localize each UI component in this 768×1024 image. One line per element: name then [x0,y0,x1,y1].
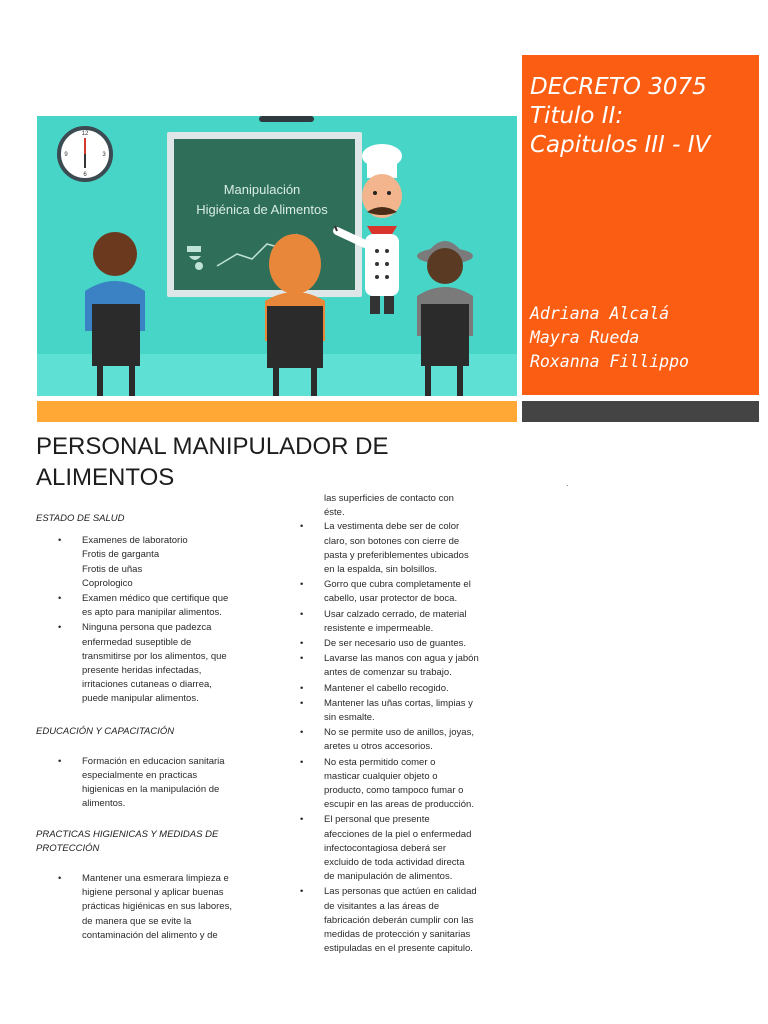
clock-number-12: 12 [81,131,89,137]
list-item-line: contaminación del alimento y de [82,929,218,941]
clock-number-3: 3 [102,152,106,158]
decree-title-line: Titulo II: [530,103,624,129]
list-item-line: sin esmalte. [324,712,375,724]
list-item-line: excluido de toda actividad directa [324,857,465,869]
continuation-line: éste. [324,507,345,519]
education-list [36,755,266,812]
list-item-line: • Mantener las uñas cortas, limpias y [324,697,473,709]
list-item [300,813,496,884]
list-item [36,872,266,943]
list-item-line: fabricación deberán cumplir con las [324,914,474,926]
list-item-line: presente heridas infectadas, [82,665,202,677]
list-item-line: • Ninguna persona que padezca [82,622,212,634]
list-item-line: • Mantener el cabello recogido. [324,682,449,694]
continuation-text [300,492,496,520]
list-item [300,520,496,577]
list-item-line: es apto para manipilar alimentos. [82,607,222,619]
decree-title-line: Capitulos III - IV [530,132,711,158]
list-item-line: de manera que se evite la [82,915,192,927]
list-item-line: • Mantener una esmerara limpieza e [82,873,229,885]
list-item [300,682,496,696]
list-item [300,608,496,636]
chalkboard [167,132,362,297]
list-item-line: especialmente en practicas [82,770,198,782]
section-title-line: PRACTICAS HIGIENICAS Y MEDIDAS DE [36,828,219,840]
section-title-education: EDUCACIÓN Y CAPACITACIÓN [36,725,175,737]
list-item-line: • Gorro que cubra completamente el [324,579,471,591]
classroom-illustration [37,116,517,396]
accent-bar-orange [37,401,517,422]
decree-title-line: DECRETO 3075 [530,74,707,100]
section-title-line: PROTECCIÓN [36,842,100,854]
list-item-line: claro, son botones con cierre de [324,535,460,547]
list-item-line: • La vestimenta debe ser de color [324,521,460,533]
list-item [300,756,496,813]
list-item-line: estipuladas en el presente capitulo. [324,943,473,955]
list-item-line: masticar cualquier objeto o [324,770,438,782]
list-item [36,621,266,706]
list-item [36,534,266,591]
list-item-line: de manipulación de alimentos. [324,871,453,883]
list-item-line: antes de comenzar su trabajo. [324,667,452,679]
main-heading-line: PERSONAL MANIPULADOR DE [36,433,389,460]
list-item [300,726,496,754]
practices-list-continued [300,520,496,956]
hero-illustration [37,116,517,396]
list-item-line: medidas de protección y sanitarias [324,929,471,941]
list-item-line: Frotis de garganta [82,549,160,561]
list-item-line: • Examen médico que certifique que [82,593,229,605]
list-item-line: • No esta permitido comer o [324,756,436,768]
list-item-line: producto, como tampoco fumar o [324,785,464,797]
list-item-line: de visitantes a las áreas de [324,900,440,912]
accent-bar-dark [522,401,759,422]
list-item-line: alimentos. [82,798,126,810]
main-heading [36,431,436,493]
list-item-line: escupir en las areas de producción. [324,799,474,811]
right-column [300,492,496,958]
list-item-line: resistente e impermeable. [324,622,434,634]
list-item-line: infectocontagiosa deberá ser [324,842,446,854]
list-item-line: higienicas en la manipulación de [82,784,220,796]
list-item-line: • Lavarse las manos con agua y jabón [324,653,479,665]
stray-dot: . [566,478,569,488]
list-item-line: higiene personal y aplicar buenas [82,887,224,899]
list-item-line: • El personal que presente [324,814,430,826]
list-item [36,755,266,812]
list-item-line: aretes u otros accesorios. [324,741,433,753]
title-panel [522,55,759,395]
main-heading-line: ALIMENTOS [36,464,175,491]
lamp-icon [259,116,314,122]
list-item [300,637,496,651]
list-item [300,885,496,956]
list-item-line: en la espalda, sin bolsillos. [324,564,438,576]
list-item [36,592,266,620]
list-item-line: • Formación en educacion sanitaria [82,755,225,767]
list-item-line: Frotis de uñas [82,563,143,575]
list-item-line: afecciones de la piel o enfermedad [324,828,472,840]
left-column [36,512,266,944]
chalk-apple-icon [195,262,203,270]
author-name: Mayra Rueda [530,328,640,347]
list-item-line: enfermedad suseptible de [82,636,192,648]
list-item-line: irritaciones cutaneas o diarrea, [82,679,212,691]
list-item-line: • Usar calzado cerrado, de material [324,608,467,620]
board-title-line-2: Higiénica de Alimentos [196,202,328,217]
list-item-line: prácticas higiénicas en sus labores, [82,901,232,913]
list-item-line: cabello, usar protector de boca. [324,593,458,605]
list-item-line: • De ser necesario uso de guantes. [324,638,467,650]
board-title-line-1: Manipulación [223,182,301,197]
continuation-line: las superficies de contacto con [324,493,454,504]
list-item-line: Coprologico [82,577,133,589]
list-item-line: puede manipular alimentos. [82,693,199,705]
section-title-practices [36,828,266,856]
list-item [300,697,496,725]
author-list [530,302,689,374]
list-item-line: • Examenes de laboratorio [82,535,188,547]
list-item-line: transmitirse por los alimentos, que [82,650,227,662]
list-item-line: pasta y preferiblementes ubicados [324,549,469,561]
clock-number-9: 9 [64,152,68,158]
list-item-line: • Las personas que actúen en calidad [324,886,477,898]
list-item [300,652,496,680]
practices-list [36,872,266,943]
author-name: Roxanna Fillippo [530,352,689,371]
health-list [36,534,266,706]
clock-number-6: 6 [83,172,87,178]
decree-title [530,73,710,160]
clock-icon [59,128,111,180]
list-item-line: • No se permite uso de anillos, joyas, [324,727,474,739]
author-name: Adriana Alcalá [530,304,670,323]
section-title-health: ESTADO DE SALUD [36,513,125,524]
list-item [300,578,496,606]
